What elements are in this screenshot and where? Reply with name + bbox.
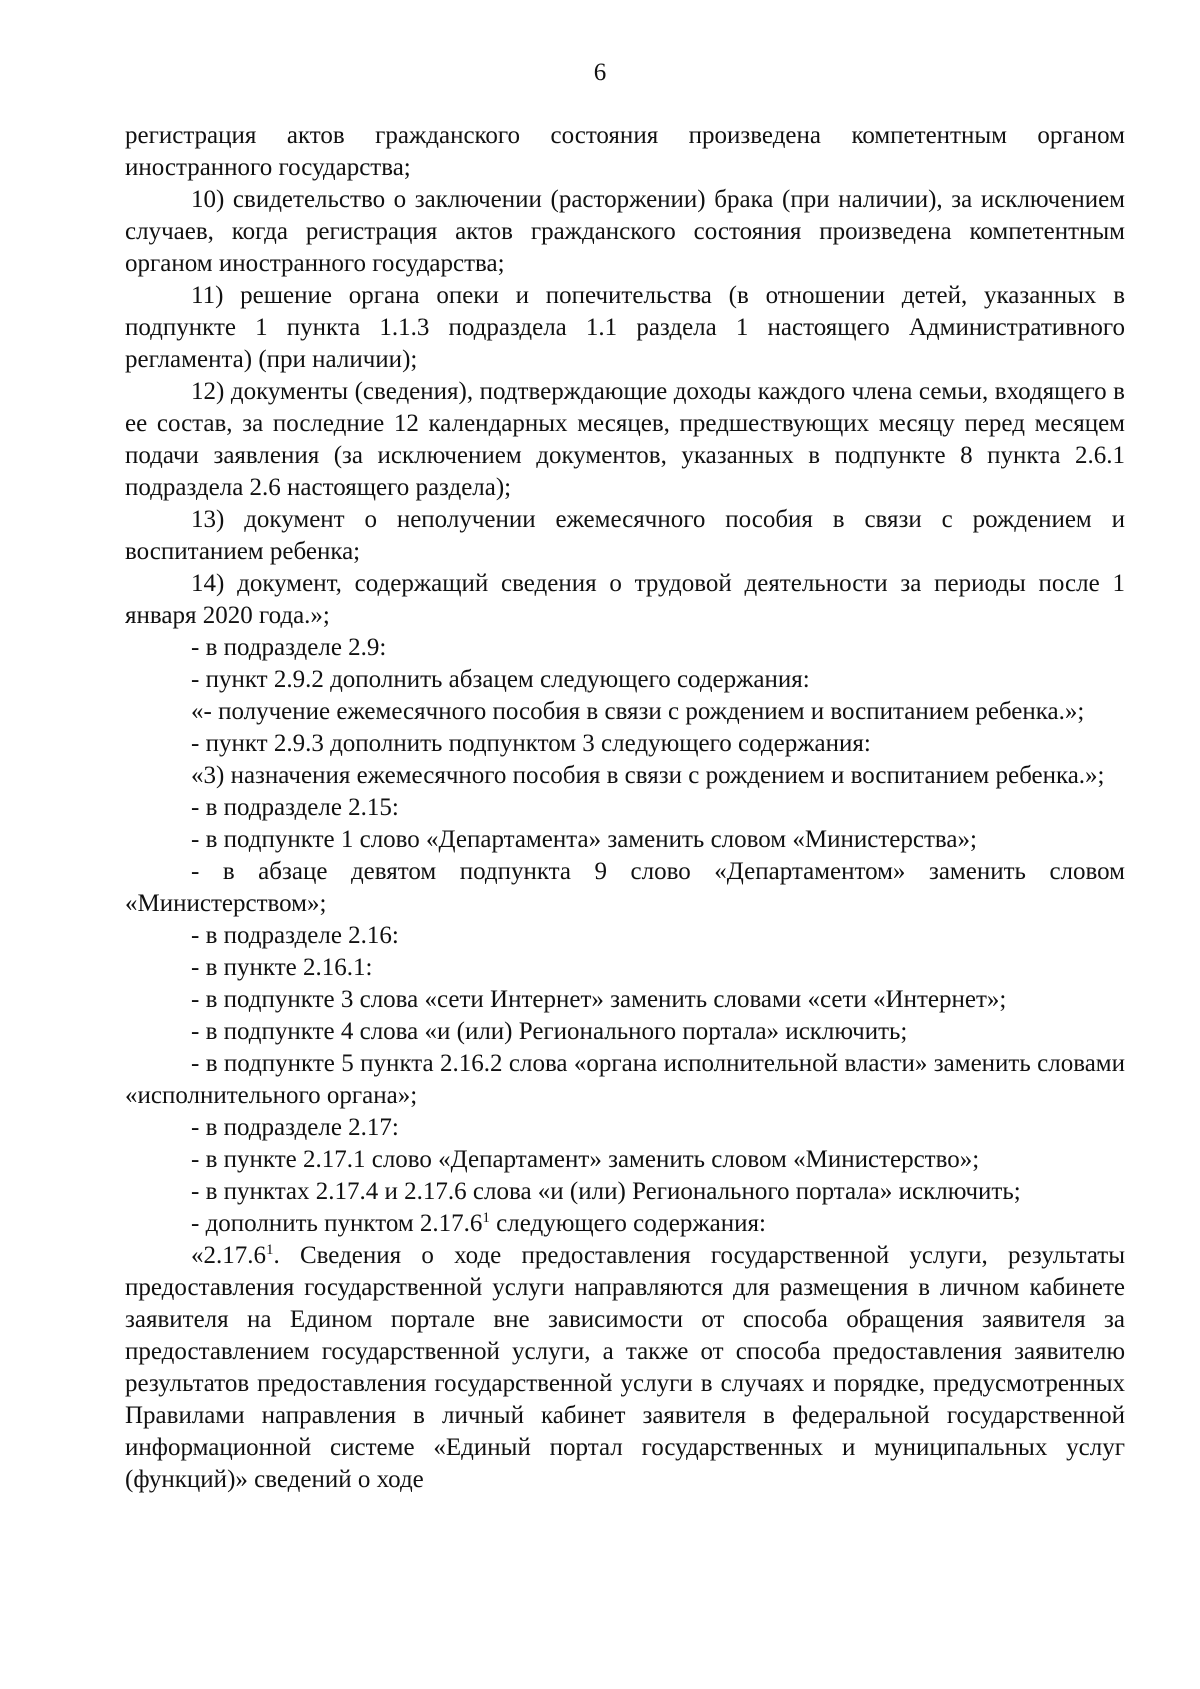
- paragraph-item-12: 12) документы (сведения), подтверждающие доходы каждого члена семьи, входящего в ее состав, за последние 12 календарных месяцев, предшествующих месяцу перед месяцем подачи заявления (за исключением документов, указанных в подпункте 8 пункта 2.6.1 подраздела 2.6 настоящего раздела);: [125, 378, 1125, 501]
- paragraph-item-11: 11) решение органа опеки и попечительства (в отношении детей, указанных в подпункте 1 пункта 1.1.3 подраздела 1.1 раздела 1 настоящего Административного регламента) (при наличии);: [125, 282, 1125, 373]
- paragraph-continuation: регистрация актов гражданского состояния произведена компетентным органом иностранного государства;: [125, 122, 1125, 181]
- paragraph-subsection-2-15: - в подразделе 2.15:: [191, 794, 399, 821]
- paragraph-add-2-17-6-1-text: - дополнить пунктом 2.17.6: [191, 1210, 483, 1237]
- page-number: 6: [593, 59, 607, 86]
- superscript-index: 1: [266, 1242, 274, 1258]
- paragraph-subsection-2-16: - в подразделе 2.16:: [191, 922, 399, 949]
- paragraph-points-2-17-4-6: - в пунктах 2.17.4 и 2.17.6 слова «и (или) Регионального портала» исключить;: [191, 1178, 1021, 1205]
- paragraph-add-2-17-6-1-tail: следующего содержания:: [489, 1210, 766, 1237]
- paragraph-2-15-sub-1: - в подпункте 1 слово «Департамента» заменить словом «Министерства»;: [191, 826, 977, 853]
- paragraph-2-17-6-1-content: [125, 1240, 1125, 1496]
- paragraph-point-2-17-1: - в пункте 2.17.1 слово «Департамент» заменить словом «Министерство»;: [191, 1146, 980, 1173]
- paragraph-item-14: 14) документ, содержащий сведения о трудовой деятельности за периоды после 1 января 2020 года.»;: [125, 570, 1125, 629]
- paragraph-2-16-1-sub-3: - в подпункте 3 слова «сети Интернет» заменить словами «сети «Интернет»;: [191, 986, 1007, 1013]
- paragraph-2-16-2-sub-5: - в подпункте 5 пункта 2.16.2 слова «органа исполнительной власти» заменить словами «исполнительного органа»;: [125, 1050, 1125, 1109]
- paragraph-item-10: 10) свидетельство о заключении (расторжении) брака (при наличии), за исключением случаев, когда регистрация актов гражданского состояния произведена компетентным органом иностранного государства;: [125, 186, 1125, 277]
- paragraph-point-2-9-3: - пункт 2.9.3 дополнить подпунктом 3 следующего содержания:: [191, 730, 871, 757]
- paragraph-2-17-6-1-number: «2.17.6: [191, 1242, 266, 1269]
- superscript-index: 1: [482, 1210, 490, 1226]
- paragraph-2-17-6-1-body: . Сведения о ходе предоставления государственной услуги, результаты предоставления государственной услуги направляются для размещения в личном кабинете заявителя на Едином портале вне зависимости от способа обращения заявителя за предоставлением государственной услуги, а также от способа предоставления заявителю результатов предоставления государственной услуги в случаях и порядке, предусмотренных Правилами направления в личный кабинет заявителя в федеральной государственной информационной системе «Единый портал государственных и муниципальных услуг (функций)» сведений о ходе: [125, 1242, 1125, 1493]
- paragraph-subsection-2-9: - в подразделе 2.9:: [191, 634, 387, 661]
- paragraph-point-2-16-1: - в пункте 2.16.1:: [191, 954, 373, 981]
- paragraph-subsection-2-17: - в подразделе 2.17:: [191, 1114, 399, 1141]
- paragraph-quote-2-9-2: «- получение ежемесячного пособия в связи с рождением и воспитанием ребенка.»;: [191, 698, 1085, 725]
- paragraph-2-16-1-sub-4: - в подпункте 4 слова «и (или) Регионального портала» исключить;: [191, 1018, 908, 1045]
- document-body: [125, 120, 1125, 1496]
- paragraph-item-13: 13) документ о неполучении ежемесячного пособия в связи с рождением и воспитанием ребенка;: [125, 506, 1125, 565]
- paragraph-point-2-9-2: - пункт 2.9.2 дополнить абзацем следующего содержания:: [191, 666, 810, 693]
- paragraph-add-2-17-6-1: [125, 1208, 1125, 1240]
- paragraph-2-15-sub-9: - в абзаце девятом подпункта 9 слово «Департаментом» заменить словом «Министерством»;: [125, 858, 1125, 917]
- paragraph-quote-2-9-3: «3) назначения ежемесячного пособия в связи с рождением и воспитанием ребенка.»;: [191, 762, 1105, 789]
